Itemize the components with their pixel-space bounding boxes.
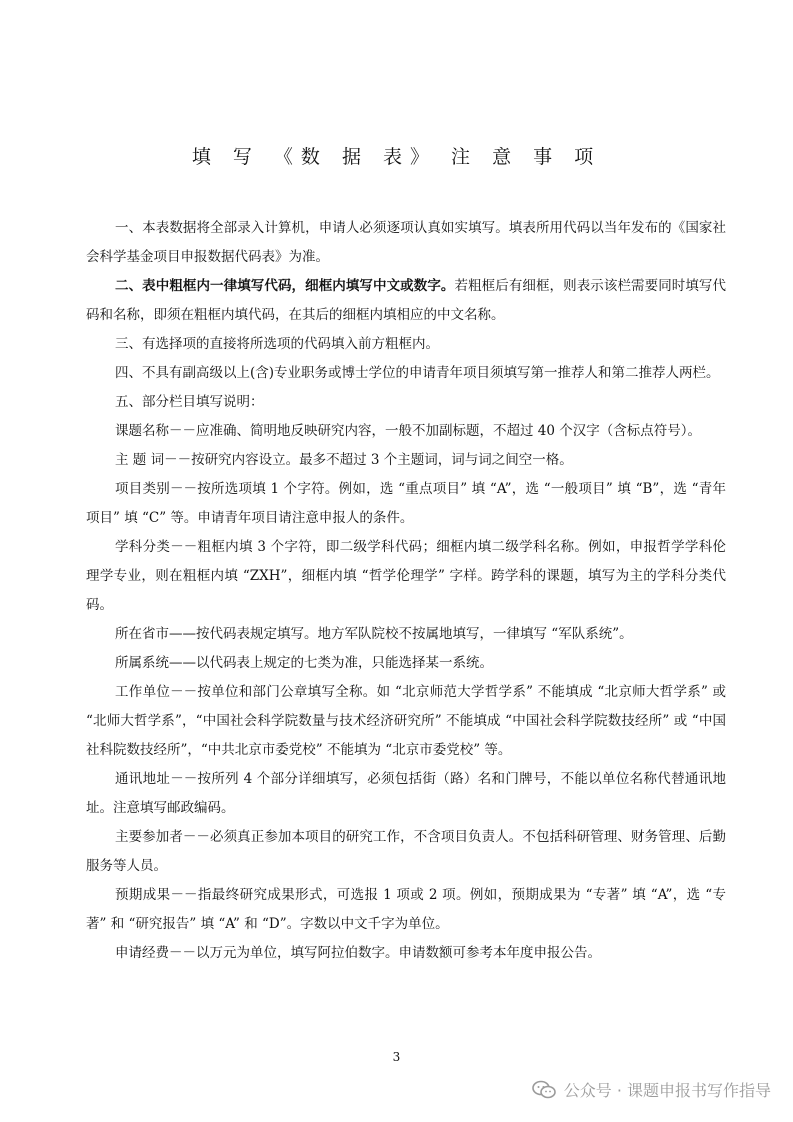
paragraph bbox=[86, 359, 726, 388]
paragraph bbox=[86, 649, 726, 678]
paragraph-text: 项目类别－－按所选项填 1 个字符。例如，选 “重点项目” 填 “A”，选 “一般项目” 填 “B”，选 “青年项目” 填 “C” 等。申请青年项目请注意申报人的条件。 bbox=[86, 481, 726, 526]
wechat-icon bbox=[532, 1080, 556, 1100]
watermark-text: 公众号 · 课题申报书写作指导 bbox=[563, 1081, 771, 1100]
paragraph bbox=[86, 939, 726, 968]
paragraph-text: 一、本表数据将全部录入计算机，申请人必须逐项认真如实填写。填表所用代码以当年发布的《国家社会科学基金项目申报数据代码表》为准。 bbox=[86, 220, 726, 265]
paragraph bbox=[86, 765, 726, 823]
paragraph bbox=[86, 620, 726, 649]
paragraph bbox=[86, 330, 726, 359]
paragraph-text: 所在省市——按代码表规定填写。地方军队院校不按属地填写，一律填写 “军队系统”。 bbox=[115, 626, 633, 642]
paragraph-text: 四、不具有副高级以上(含)专业职务或博士学位的申请青年项目须填写第一推荐人和第二推荐人两栏。 bbox=[115, 365, 720, 381]
paragraph bbox=[86, 678, 726, 765]
paragraph-text: 工作单位－－按单位和部门公章填写全称。如 “北京师范大学哲学系” 不能填成 “北京师大哲学系” 或 “北师大哲学系”，“中国社会科学院数量与技术经济研究所” 不能填成 “中国社会科学院数技经所” 或 “中国社科院数技经所”，“中共北京市委党校” 不能填为 “北京市委党校” 等。 bbox=[86, 684, 726, 758]
document-body bbox=[86, 214, 726, 968]
paragraph-text: 主 题 词－－按研究内容设立。最多不超过 3 个主题词，词与词之间空一格。 bbox=[115, 452, 573, 468]
paragraph bbox=[86, 272, 726, 330]
paragraph-text: 所属系统——以代码表上规定的七类为准，只能选择某一系统。 bbox=[115, 655, 493, 671]
paragraph bbox=[86, 417, 726, 446]
paragraph-text: 申请经费－－以万元为单位，填写阿拉伯数字。申请数额可参考本年度申报公告。 bbox=[115, 945, 601, 961]
paragraph-text: 若粗框后有细框，则表示该栏需要同时填写代码和名称，即须在粗框内填代码，在其后的细框内填相应的中文名称。 bbox=[86, 278, 727, 323]
page-number: 3 bbox=[392, 1050, 401, 1064]
paragraph-text: 五、部分栏目填写说明： bbox=[115, 394, 264, 410]
paragraph-bold-text: 二、表中粗框内一律填写代码，细框内填写中文或数字。 bbox=[115, 278, 455, 294]
paragraph bbox=[86, 446, 726, 475]
paragraph bbox=[86, 475, 726, 533]
paragraph bbox=[86, 214, 726, 272]
paragraph-text: 通讯地址－－按所列 4 个部分详细填写，必须包括街（路）名和门牌号，不能以单位名称代替通讯地址。注意填写邮政编码。 bbox=[86, 771, 726, 816]
paragraph-text: 课题名称－－应准确、简明地反映研究内容，一般不加副标题，不超过 40 个汉字（含标点符号）。 bbox=[115, 423, 702, 439]
paragraph bbox=[86, 823, 726, 881]
watermark bbox=[532, 1078, 771, 1101]
paragraph-text: 预期成果－－指最终研究成果形式，可选报 1 项或 2 项。例如，预期成果为 “专著” 填 “A”，选 “专著” 和 “研究报告” 填 “A” 和 “D”。字数以中文千字为单位。 bbox=[86, 887, 726, 932]
paragraph bbox=[86, 881, 726, 939]
paragraph-text: 学科分类－－粗框内填 3 个字符，即二级学科代码；细框内填二级学科名称。例如，申报哲学学科伦理学专业，则在粗框内填 “ZXH”，细框内填 “哲学伦理学” 字样。跨学科的课题，填写为主的学科分类代码。 bbox=[86, 539, 726, 613]
page-title: 填 写 《数 据 表》 注 意 事 项 bbox=[191, 146, 602, 168]
paragraph-text: 三、有选择项的直接将所选项的代码填入前方粗框内。 bbox=[115, 336, 439, 352]
paragraph bbox=[86, 388, 726, 417]
paragraph-text: 主要参加者－－必须真正参加本项目的研究工作，不含项目负责人。不包括科研管理、财务管理、后勤服务等人员。 bbox=[86, 829, 726, 874]
paragraph bbox=[86, 533, 726, 620]
